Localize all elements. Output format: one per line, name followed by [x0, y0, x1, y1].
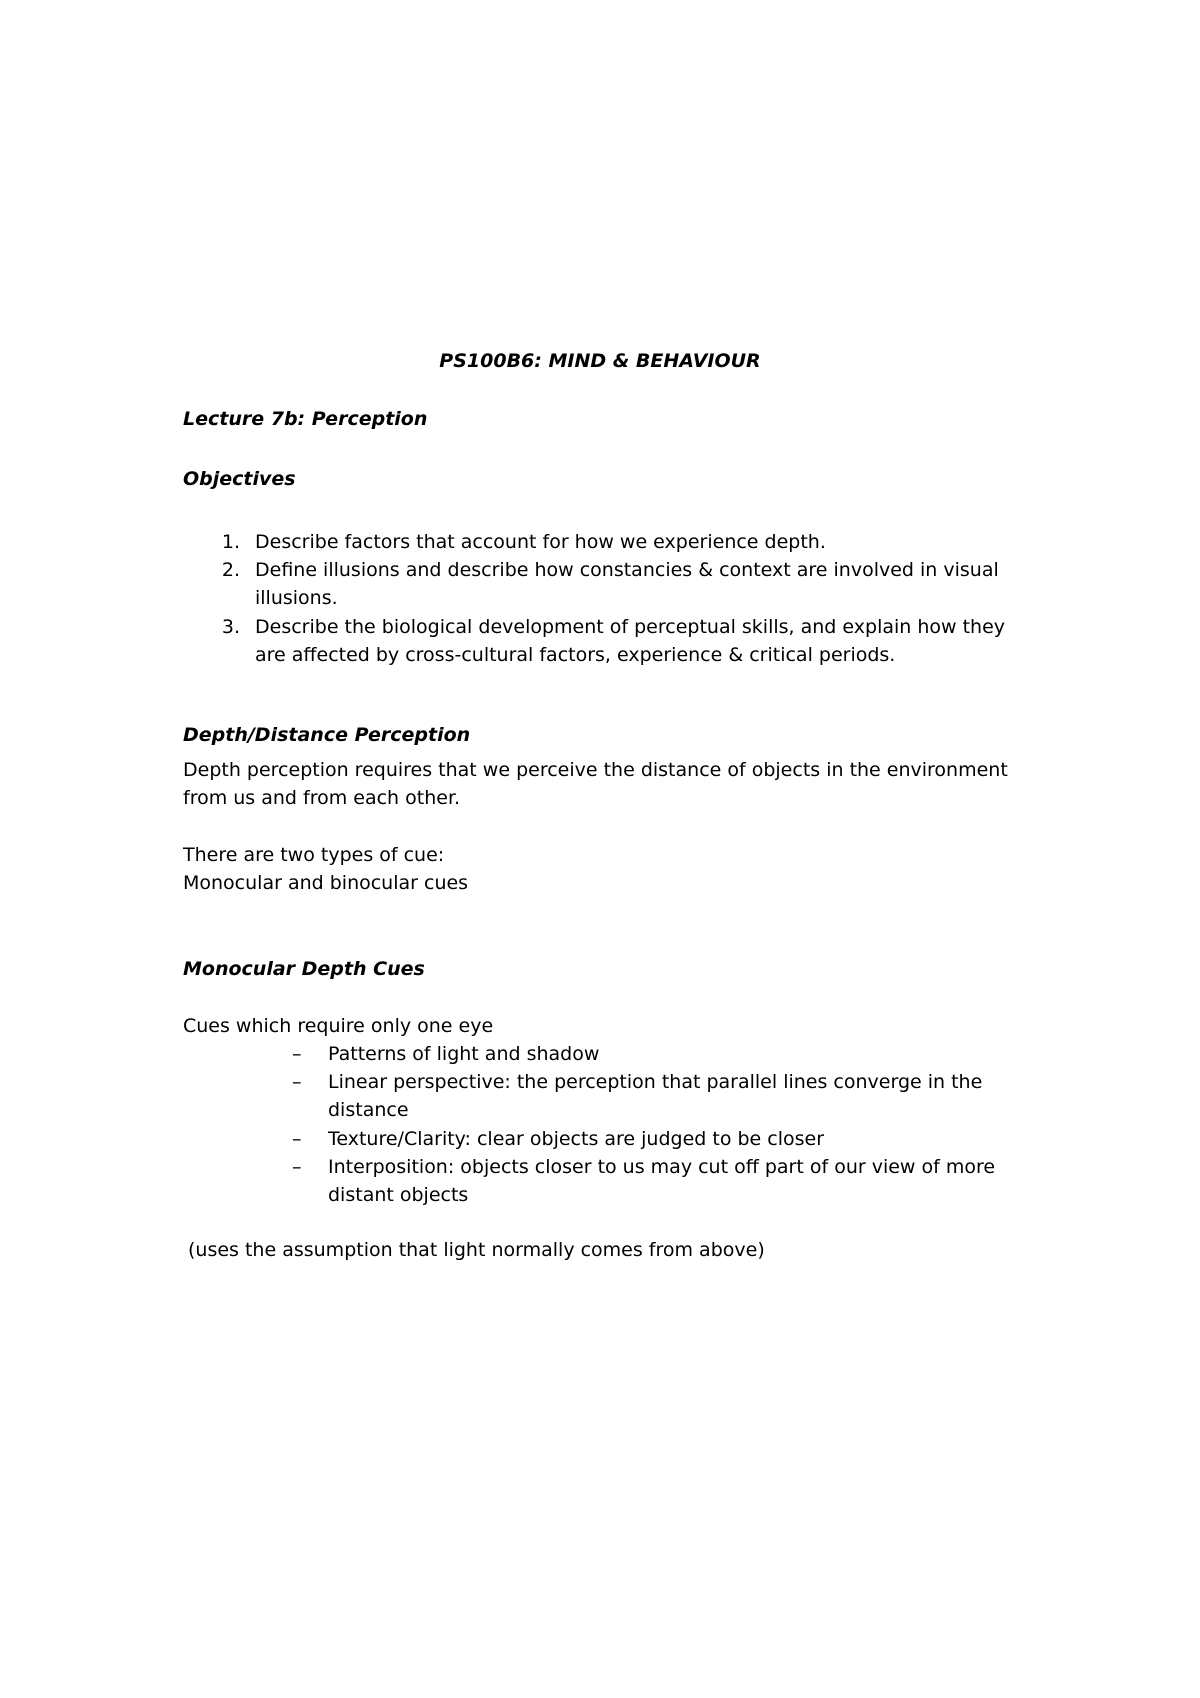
- cue-types-line: Monocular and binocular cues: [183, 872, 469, 894]
- depth-paragraph-line: Depth perception requires that we perceive the distance of objects in the environment: [183, 759, 1008, 781]
- cue-text: Interposition: objects closer to us may cut off part of our view of more: [328, 1156, 996, 1178]
- document-title: PS100B6: MIND & BEHAVIOUR: [439, 350, 761, 372]
- objective-text: Describe factors that account for how we experience depth.: [255, 531, 826, 553]
- cue-text: distance: [328, 1099, 409, 1121]
- list-dash: –: [292, 1043, 302, 1065]
- depth-heading: Depth/Distance Perception: [183, 724, 471, 746]
- objective-number: 1.: [221, 531, 240, 553]
- cue-text: Patterns of light and shadow: [328, 1043, 600, 1065]
- list-dash: –: [292, 1071, 302, 1093]
- objective-text: Describe the biological development of perceptual skills, and explain how they: [255, 616, 1006, 638]
- objectives-heading: Objectives: [183, 468, 296, 490]
- cue-text: Texture/Clarity: clear objects are judged to be closer: [328, 1128, 825, 1150]
- list-dash: –: [292, 1156, 302, 1178]
- depth-paragraph-line: from us and from each other.: [183, 787, 461, 809]
- cue-text: Linear perspective: the perception that parallel lines converge in the: [328, 1071, 983, 1093]
- objective-number: 2.: [221, 559, 240, 581]
- list-dash: –: [292, 1128, 302, 1150]
- monocular-heading: Monocular Depth Cues: [183, 958, 425, 980]
- objective-text: are affected by cross-cultural factors, experience & critical periods.: [255, 644, 896, 666]
- cue-types-line: There are two types of cue:: [183, 844, 445, 866]
- lecture-heading: Lecture 7b: Perception: [183, 408, 428, 430]
- monocular-intro: Cues which require only one eye: [183, 1015, 494, 1037]
- cue-text: distant objects: [328, 1184, 469, 1206]
- objective-number: 3.: [221, 616, 240, 638]
- light-assumption-note: (uses the assumption that light normally comes from above): [188, 1239, 765, 1261]
- objective-text: Define illusions and describe how constancies & context are involved in visual: [255, 559, 999, 581]
- objective-text: illusions.: [255, 587, 338, 609]
